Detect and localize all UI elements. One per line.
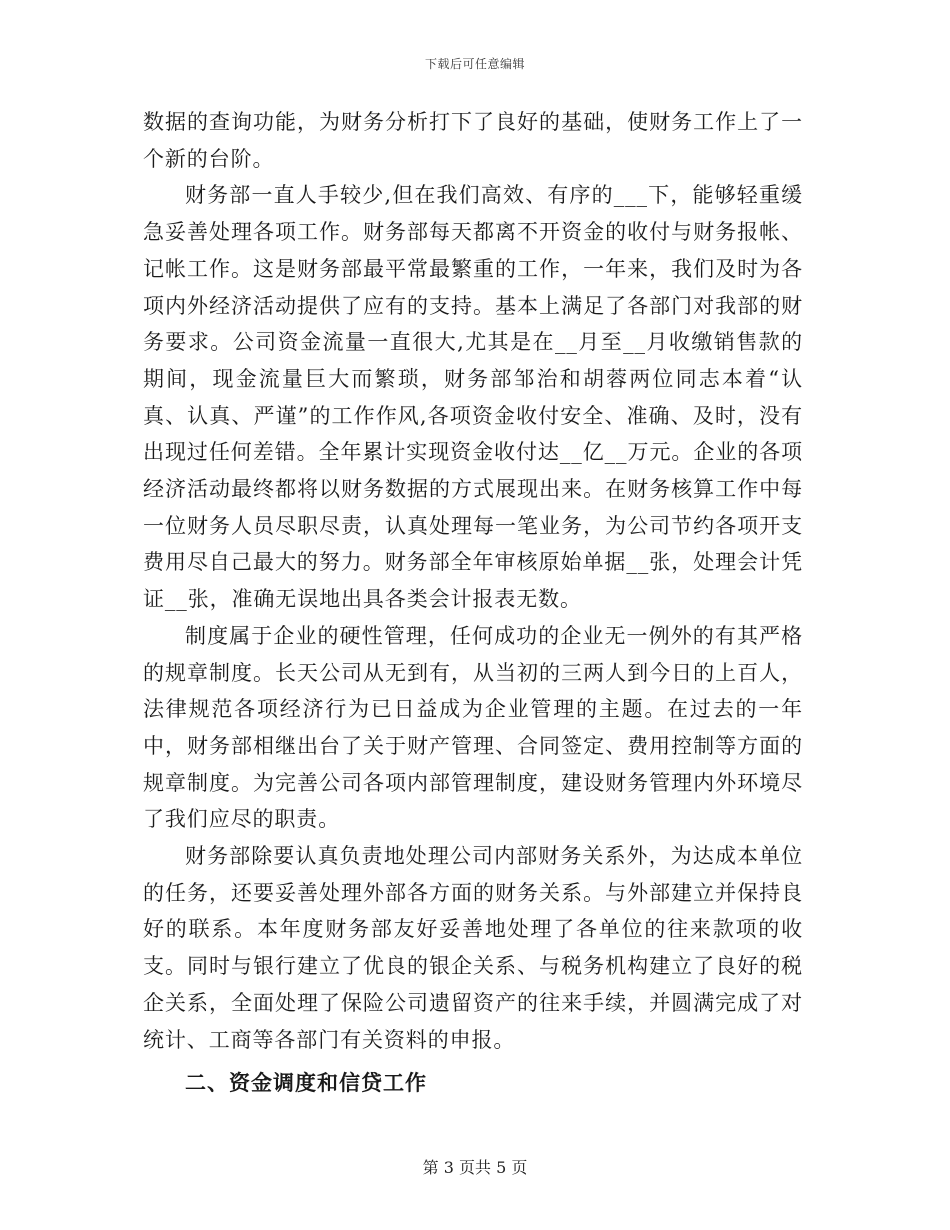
page-footer: 第 3 页共 5 页	[422, 1158, 528, 1177]
paragraph-regulations: 制度属于企业的硬性管理，任何成功的企业无一例外的有其严格的规章制度。长天公司从无到有，从当初的三两人到今日的上百人，法律规范各项经济行为已日益成为企业管理的主题。在过去的一年中，财务部相继出台了关于财产管理、合同签定、费用控制等方面的规章制度。为完善公司各项内部管理制度，建设财务管理内外环境尽了我们应尽的职责。	[143, 623, 803, 832]
paragraph-external-relations: 财务部除要认真负责地处理公司内部财务关系外，为达成本单位的任务，还要妥善处理外部各方面的财务关系。与外部建立并保持良好的联系。本年度财务部友好妥善地处理了各单位的往来款项的收支。同时与银行建立了优良的银企关系、与税务机构建立了良好的税企关系，全面处理了保险公司遗留资产的往来手续，并圆满完成了对统计、工商等各部门有关资料的申报。	[143, 844, 803, 1052]
page-header: 下载后可任意编辑	[424, 57, 525, 71]
section-heading: 二、资金调度和信贷工作	[185, 1070, 427, 1096]
paragraph-daily-work: 财务部一直人手较少,但在我们高效、有序的___下，能够轻重缓急妥善处理各项工作。财务部每天都离不开资金的收付与财务报帐、记帐工作。这是财务部最平常最繁重的工作，一年来，我们及时为各项内外经济活动提供了应有的支持。基本上满足了各部门对我部的财务要求。公司资金流量一直很大,尤其是在__月至__月收缴销售款的期间，现金流量巨大而繁琐，财务部邹治和胡蓉两位同志本着“认真、认真、严谨”的工作作风,各项资金收付安全、准确、及时，没有出现过任何差错。全年累计实现资金收付达__亿__万元。企业的各项经济活动最终都将以财务数据的方式展现出来。在财务核算工作中每一位财务人员尽职尽责，认真处理每一笔业务，为公司节约各项开支费用尽自己最大的努力。财务部全年审核原始单据__张，处理会计凭证__张，准确无误地出具各类会计报表无数。	[143, 183, 803, 612]
paragraph-continued: 数据的查询功能，为财务分析打下了良好的基础，使财务工作上了一个新的台阶。	[143, 110, 803, 171]
document-body	[143, 104, 803, 1104]
